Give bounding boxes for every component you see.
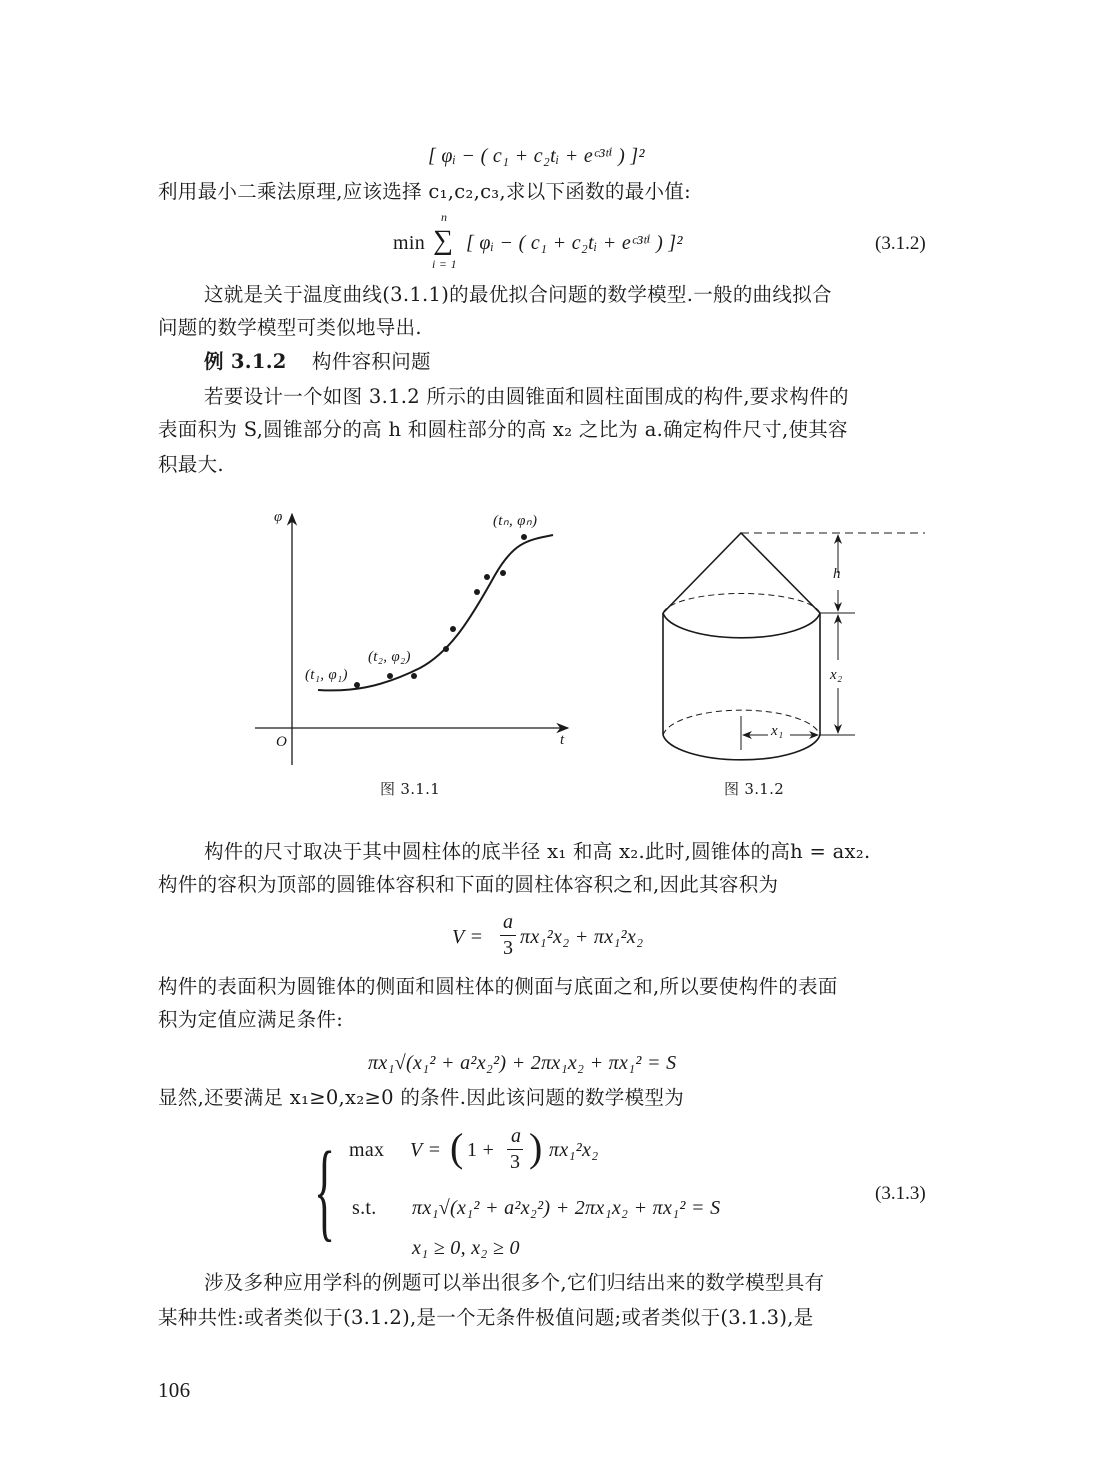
- page-number: 106: [158, 1378, 191, 1402]
- top-ellipse-back: [663, 593, 820, 613]
- data-point: [354, 682, 360, 688]
- point-label: (t₂, φ₂): [368, 649, 411, 665]
- data-point: [443, 646, 449, 652]
- fitted-curve: [318, 535, 553, 690]
- point-label: (t₁, φ₁): [305, 667, 348, 683]
- data-point: [411, 673, 417, 679]
- top-ellipse-front: [663, 613, 820, 638]
- y-axis-label: φ: [274, 509, 283, 525]
- point-label: (tₙ, φₙ): [493, 513, 538, 529]
- fraction-bar: [507, 1149, 523, 1150]
- x2-label: x₂: [830, 667, 843, 683]
- data-point: [484, 574, 490, 580]
- data-point: [474, 589, 480, 595]
- x-axis-label: t: [560, 732, 565, 748]
- cone: [663, 533, 820, 613]
- equation-surface: πx₁√(x₁² + a²x₂²) + 2πx₁x₂ + πx₁² = S: [368, 1052, 677, 1074]
- fraction-bar: [500, 935, 516, 936]
- data-point: [450, 626, 456, 632]
- h-label: h: [833, 566, 841, 582]
- figure-3-1-1: [255, 514, 568, 765]
- left-brace: {: [314, 1129, 336, 1251]
- text-line: 显然,还要满足 x₁≥0,x₂≥0 的条件.因此该问题的数学模型为: [158, 1086, 685, 1109]
- data-point: [521, 534, 527, 540]
- figure-caption: 图 3.1.2: [724, 780, 785, 798]
- sum-upper-limit: n: [441, 210, 448, 224]
- x1-label: x₁: [771, 723, 784, 739]
- data-point: [387, 673, 393, 679]
- sum-lower-limit: i = 1: [432, 257, 457, 271]
- data-point: [500, 570, 506, 576]
- origin-label: O: [276, 734, 288, 750]
- text-line: 利用最小二乘法原理,应该选择 c₁,c₂,c₃,求以下函数的最小值:: [158, 180, 691, 203]
- sum-symbol: ∑: [433, 225, 454, 256]
- formula-top: [ φᵢ − ( c₁ + c₂tᵢ + eᶜ³ᵗⁱ ) ]²: [428, 145, 645, 167]
- figure-3-1-2: [663, 533, 925, 760]
- figure-caption: 图 3.1.1: [380, 780, 441, 798]
